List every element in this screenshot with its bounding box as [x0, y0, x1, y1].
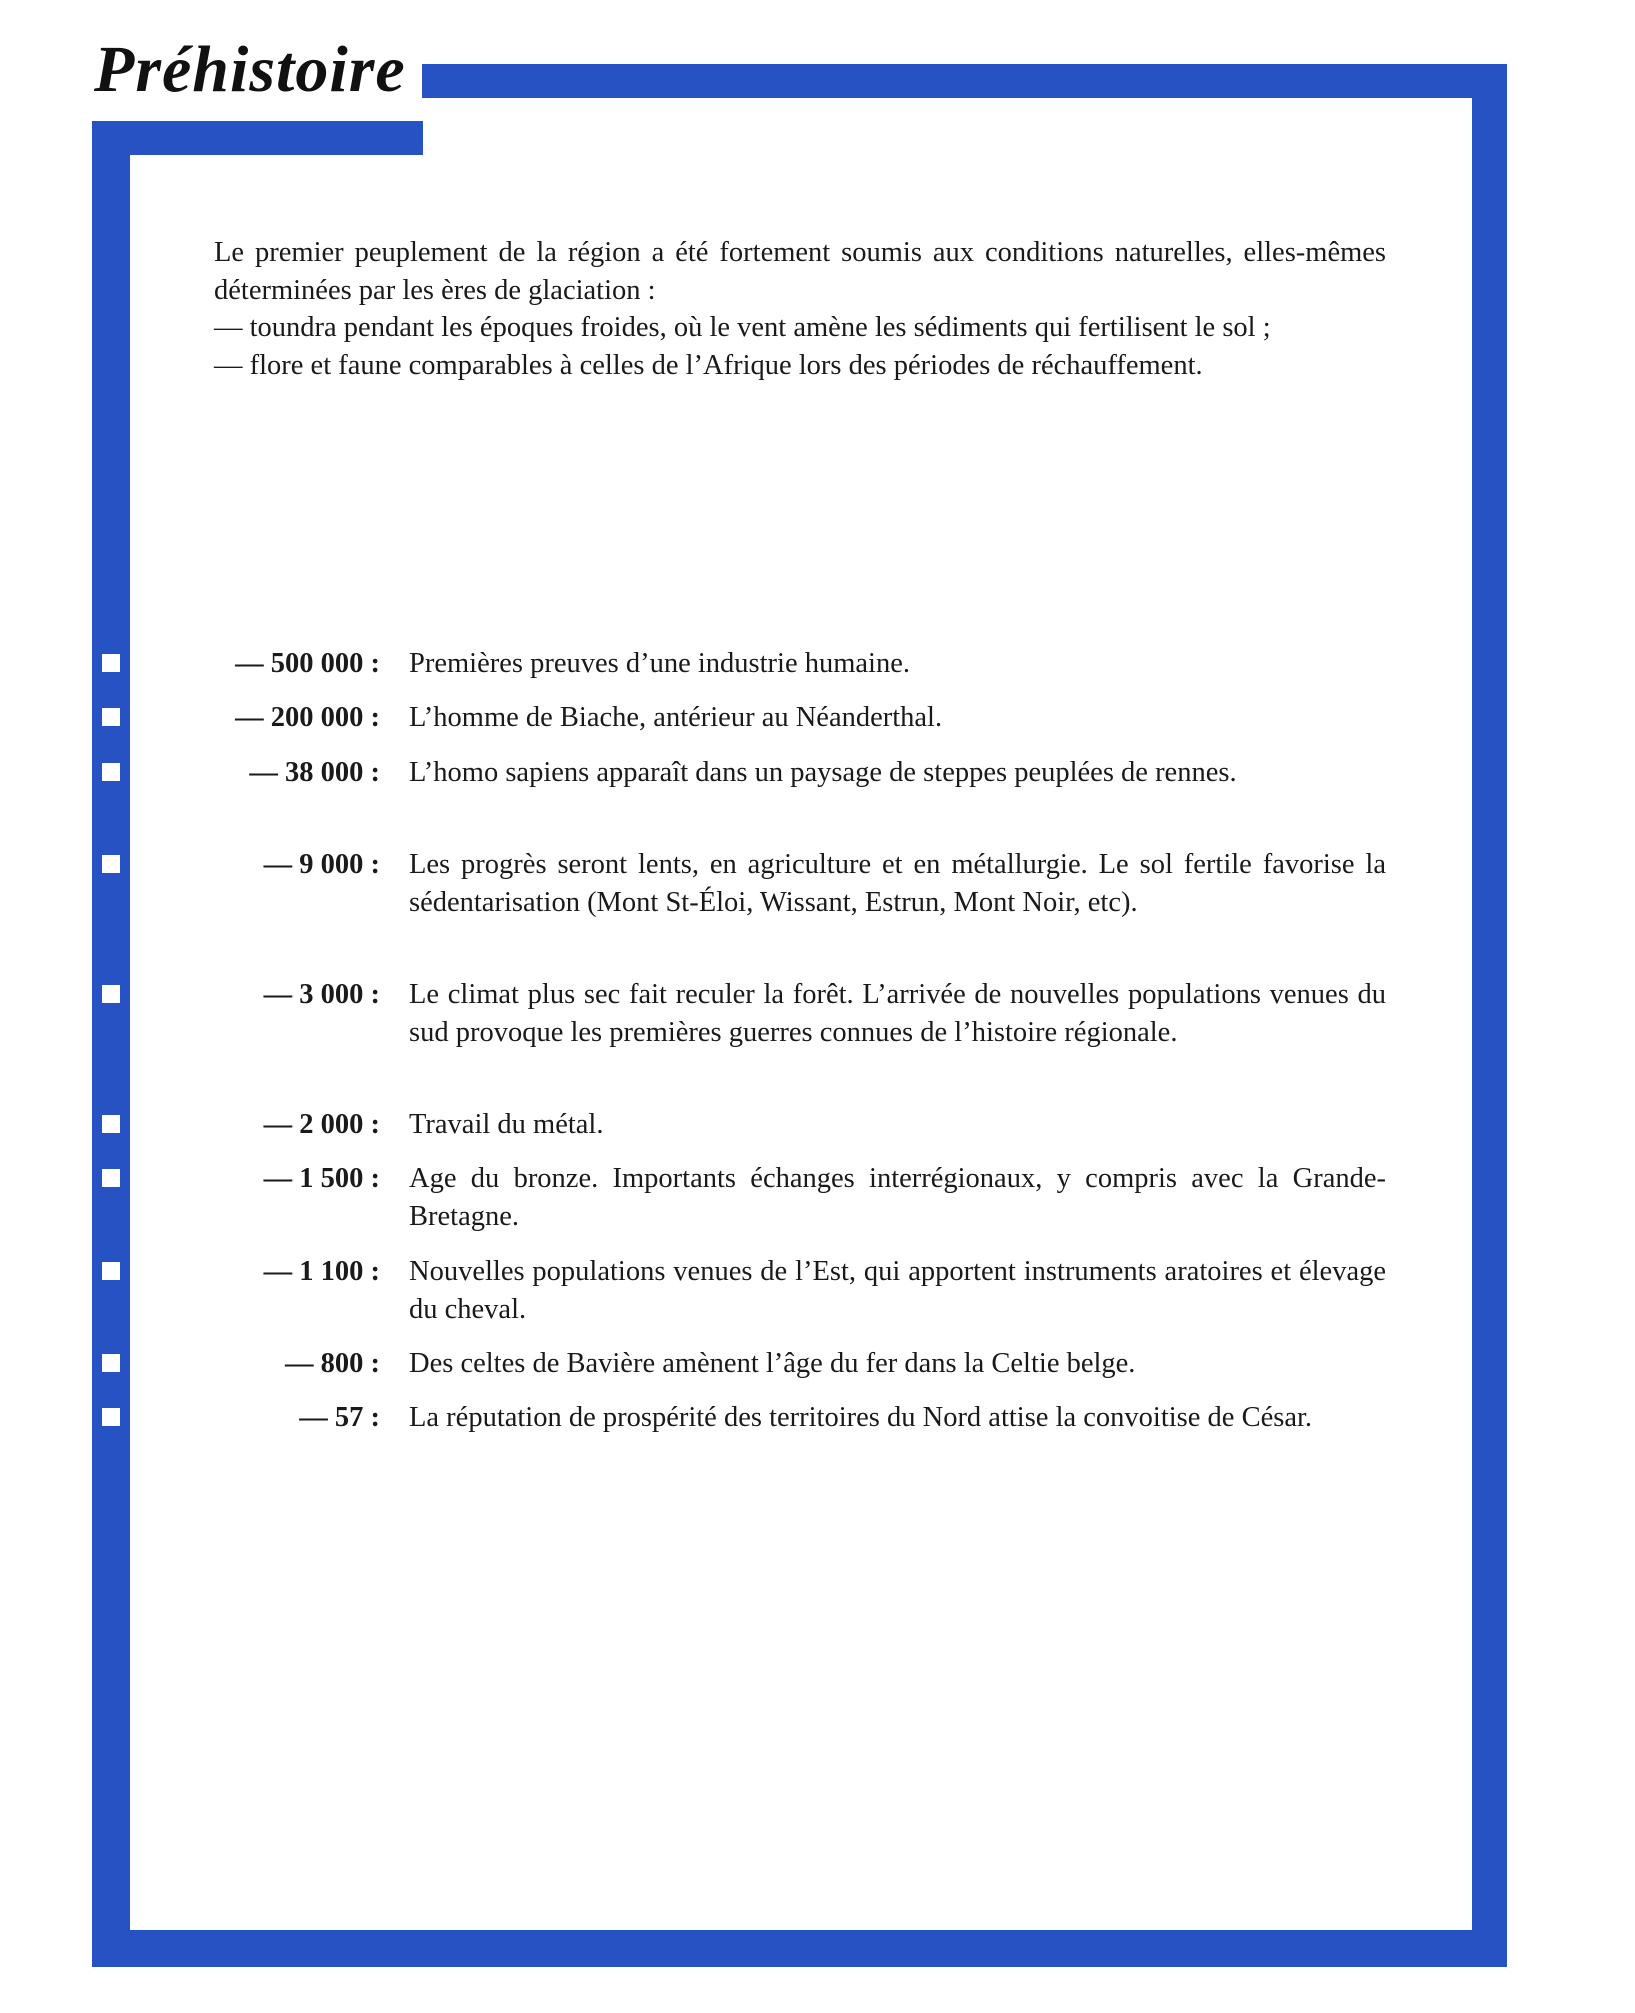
- timeline-marker: [102, 763, 120, 781]
- intro-bullet-tundra: — toundra pendant les époques froides, où le vent amène les sédiments qui fertilisent le sol ;: [214, 312, 1271, 343]
- timeline-marker: [102, 654, 120, 672]
- timeline-marker: [102, 1408, 120, 1426]
- timeline-text: La réputation de prospérité des territoires du Nord attise la convoitise de César.: [409, 1402, 1313, 1433]
- timeline-text: Le climat plus sec fait reculer la forêt. L’arrivée de nouvelles populations venues du sud provoque les premières guerres connues de l’histoire régionale.: [409, 979, 1386, 1048]
- timeline-date: — 3 000 :: [263, 979, 380, 1010]
- timeline-date: — 1 100 :: [263, 1256, 380, 1287]
- timeline-text: Des celtes de Bavière amènent l’âge du fer dans la Celtie belge.: [409, 1348, 1136, 1379]
- timeline-marker: [102, 1115, 120, 1133]
- timeline-text: Les progrès seront lents, en agriculture et en métallurgie. Le sol fertile favorise la sédentarisation (Mont St-Éloi, Wissant, Estrun, Mont Noir, etc).: [409, 849, 1386, 918]
- frame-top-left-bar: [92, 121, 423, 155]
- timeline-date: — 9 000 :: [263, 849, 380, 880]
- timeline-date: — 38 000 :: [249, 757, 380, 788]
- frame-bottom-bar: [92, 1930, 1507, 1967]
- timeline-date: — 200 000 :: [235, 702, 380, 733]
- frame-right-bar: [1472, 64, 1507, 1967]
- timeline-marker: [102, 1262, 120, 1280]
- intro-text: [214, 234, 1386, 384]
- intro-bullet-flora: — flore et faune comparables à celles de l’Afrique lors des périodes de réchauffement.: [214, 349, 1203, 381]
- timeline-marker: [102, 1169, 120, 1187]
- timeline-marker: [102, 985, 120, 1003]
- frame-top-bar: [422, 64, 1507, 98]
- timeline-text: L’homo sapiens apparaît dans un paysage de steppes peuplées de rennes.: [409, 757, 1237, 788]
- timeline-date: — 500 000 :: [235, 648, 380, 679]
- timeline-marker: [102, 708, 120, 726]
- timeline-marker: [102, 1354, 120, 1372]
- timeline-date: — 1 500 :: [263, 1163, 380, 1194]
- frame-left-bar: [92, 121, 130, 1967]
- page-title: Préhistoire: [94, 33, 406, 106]
- timeline-text: Premières preuves d’une industrie humaine.: [409, 648, 910, 679]
- timeline-date: — 800 :: [285, 1348, 380, 1379]
- timeline-text: Age du bronze. Importants échanges interrégionaux, y compris avec la Grande-Bretagne.: [409, 1163, 1386, 1232]
- timeline-text: Travail du métal.: [409, 1109, 604, 1140]
- timeline-text: Nouvelles populations venues de l’Est, qui apportent instruments aratoires et élevage du cheval.: [409, 1256, 1386, 1325]
- timeline-date: — 57 :: [299, 1402, 380, 1433]
- timeline-text: L’homme de Biache, antérieur au Néanderthal.: [409, 702, 943, 733]
- timeline-date: — 2 000 :: [263, 1109, 380, 1140]
- timeline-marker: [102, 855, 120, 873]
- intro-paragraph: Le premier peuplement de la région a été fortement soumis aux conditions naturelles, elles-mêmes déterminées par les ères de glaciation :: [214, 237, 1386, 306]
